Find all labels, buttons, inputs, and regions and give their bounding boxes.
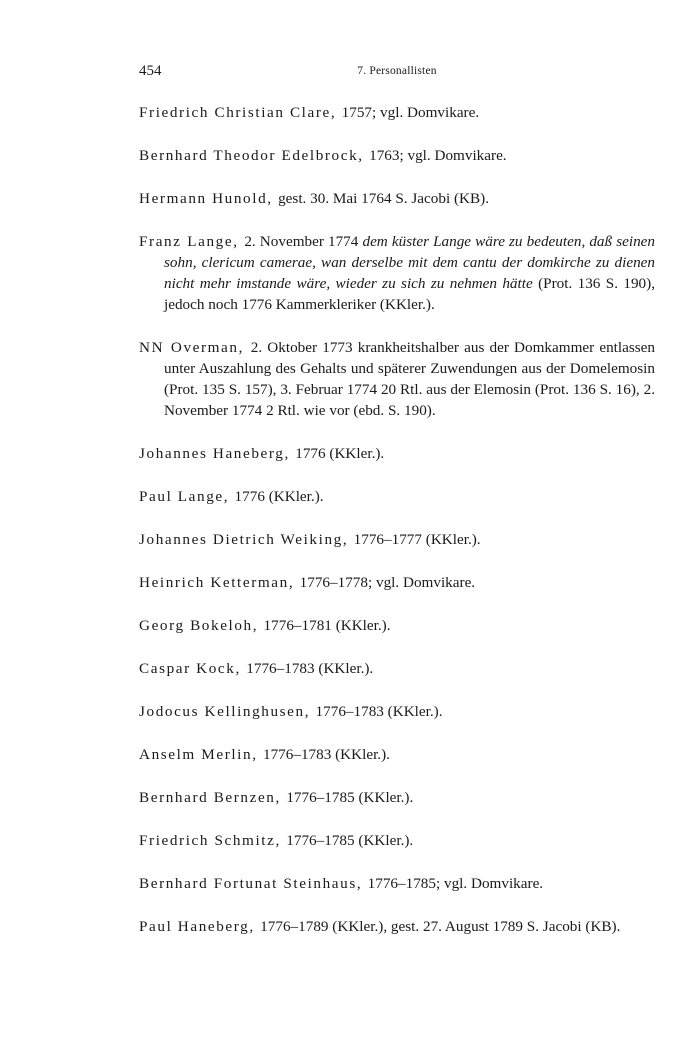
entry-text: 2. Oktober 1773 krankheitshalber aus der Domkammer entlassen unter Auszahlung des Gehalts und späterer Zuwendungen aus der Domelemosin (Prot. 135 S. 157), 3. Februar 1774 20 Rtl. aus der Elemosin (Prot. 136 S. 16), 2. November 1774 2 Rtl. wie vor (ebd. S. 190). <box>164 339 656 419</box>
person-name: Friedrich Christian Clare <box>139 104 331 121</box>
person-name: Paul Lange <box>139 488 224 505</box>
list-item: Bernhard Bernzen, 1776–1785 (KKler.). <box>139 789 414 806</box>
entry-text: 1776–1783 (KKler.). <box>315 703 443 720</box>
entry-text: 1776–1781 (KKler.). <box>263 617 391 634</box>
entry-text: 2. November 1774 <box>244 233 359 250</box>
running-title: 7. Personallisten <box>357 65 437 77</box>
entry-text: 1776–1785 (KKler.). <box>286 789 414 806</box>
list-item: Johannes Haneberg, 1776 (KKler.). <box>139 445 385 462</box>
entry-text: 1776–1777 (KKler.). <box>353 531 481 548</box>
list-item: Johannes Dietrich Weiking, 1776–1777 (KKler.). <box>139 531 481 548</box>
person-name: Anselm Merlin <box>139 746 253 763</box>
entry-text: 1776 (KKler.). <box>295 445 385 462</box>
list-item: Friedrich Christian Clare, 1757; vgl. Domvikare. <box>139 104 480 121</box>
entry-text: 1776–1778; vgl. Domvikare. <box>299 574 476 591</box>
entry-text: 1776–1789 (KKler.), gest. 27. August 1789 S. Jacobi (KB). <box>260 918 621 935</box>
person-name: Friedrich Schmitz <box>139 832 276 849</box>
entry-text: 1776 (KKler.). <box>234 488 324 505</box>
entry-text: 1776–1785 (KKler.). <box>286 832 414 849</box>
page-header <box>139 63 655 85</box>
person-name: NN Overman <box>139 339 239 356</box>
list-item: Hermann Hunold, gest. 30. Mai 1764 S. Jacobi (KB). <box>139 190 489 207</box>
person-name: Jodocus Kellinghusen <box>139 703 305 720</box>
list-item: Paul Lange, 1776 (KKler.). <box>139 488 324 505</box>
person-name: Heinrich Ketterman <box>139 574 289 591</box>
entry-text: 1776–1783 (KKler.). <box>246 660 374 677</box>
person-name: Johannes Dietrich Weiking <box>139 531 343 548</box>
list-item: Bernhard Theodor Edelbrock, 1763; vgl. Domvikare. <box>139 147 507 164</box>
entry-text-continued: (Prot. 136 S. 190), jedoch noch 1776 Kammerkleriker (KKler.). <box>164 275 655 313</box>
list-item: Anselm Merlin, 1776–1783 (KKler.). <box>139 746 390 763</box>
person-name: Georg Bokeloh <box>139 617 253 634</box>
person-name: Bernhard Fortunat Steinhaus <box>139 875 357 892</box>
person-name: Bernhard Bernzen <box>139 789 276 806</box>
person-name: Paul Haneberg <box>139 918 250 935</box>
entry-list <box>139 102 655 937</box>
entry-text: 1776–1783 (KKler.). <box>262 746 390 763</box>
list-item: Georg Bokeloh, 1776–1781 (KKler.). <box>139 617 391 634</box>
list-item: Bernhard Fortunat Steinhaus, 1776–1785; vgl. Domvikare. <box>139 875 544 892</box>
page-number: 454 <box>139 63 162 79</box>
list-item: Franz Lange, 2. November 1774 dem küster Lange wäre zu bedeuten, daß seinen sohn, clericum camerae, wan derselbe mit dem cantu der domkirche zu dienen nicht mehr imstande wäre, wieder zu sich zu nehmen hätte (Prot. 136 S. 190), jedoch noch 1776 Kammerkleriker (KKler.). <box>139 233 655 313</box>
list-item: Jodocus Kellinghusen, 1776–1783 (KKler.). <box>139 703 443 720</box>
list-item: Caspar Kock, 1776–1783 (KKler.). <box>139 660 374 677</box>
list-item: Paul Haneberg, 1776–1789 (KKler.), gest. 27. August 1789 S. Jacobi (KB). <box>139 918 621 935</box>
entry-text: 1763; vgl. Domvikare. <box>369 147 507 164</box>
entry-text: 1776–1785; vgl. Domvikare. <box>367 875 544 892</box>
list-item: NN Overman, 2. Oktober 1773 krankheitshalber aus der Domkammer entlassen unter Auszahlung des Gehalts und späterer Zuwendungen aus der Domelemosin (Prot. 135 S. 157), 3. Februar 1774 20 Rtl. aus der Elemosin (Prot. 136 S. 16), 2. November 1774 2 Rtl. wie vor (ebd. S. 190). <box>139 339 656 419</box>
entry-text: 1757; vgl. Domvikare. <box>341 104 480 121</box>
person-name: Johannes Haneberg <box>139 445 285 462</box>
list-item: Friedrich Schmitz, 1776–1785 (KKler.). <box>139 832 414 849</box>
person-name: Bernhard Theodor Edelbrock <box>139 147 359 164</box>
person-name: Franz Lange <box>139 233 234 250</box>
entry-text: gest. 30. Mai 1764 S. Jacobi (KB). <box>278 190 489 207</box>
person-name: Hermann Hunold <box>139 190 268 207</box>
person-name: Caspar Kock <box>139 660 236 677</box>
quoted-source-text: dem küster Lange wäre zu bedeuten, daß seinen sohn, clericum camerae, wan derselbe mit dem cantu der domkirche zu dienen nicht mehr imstande wäre, wieder zu sich zu nehmen hätte <box>164 233 655 292</box>
document-page <box>139 63 655 959</box>
list-item: Heinrich Ketterman, 1776–1778; vgl. Domvikare. <box>139 574 476 591</box>
